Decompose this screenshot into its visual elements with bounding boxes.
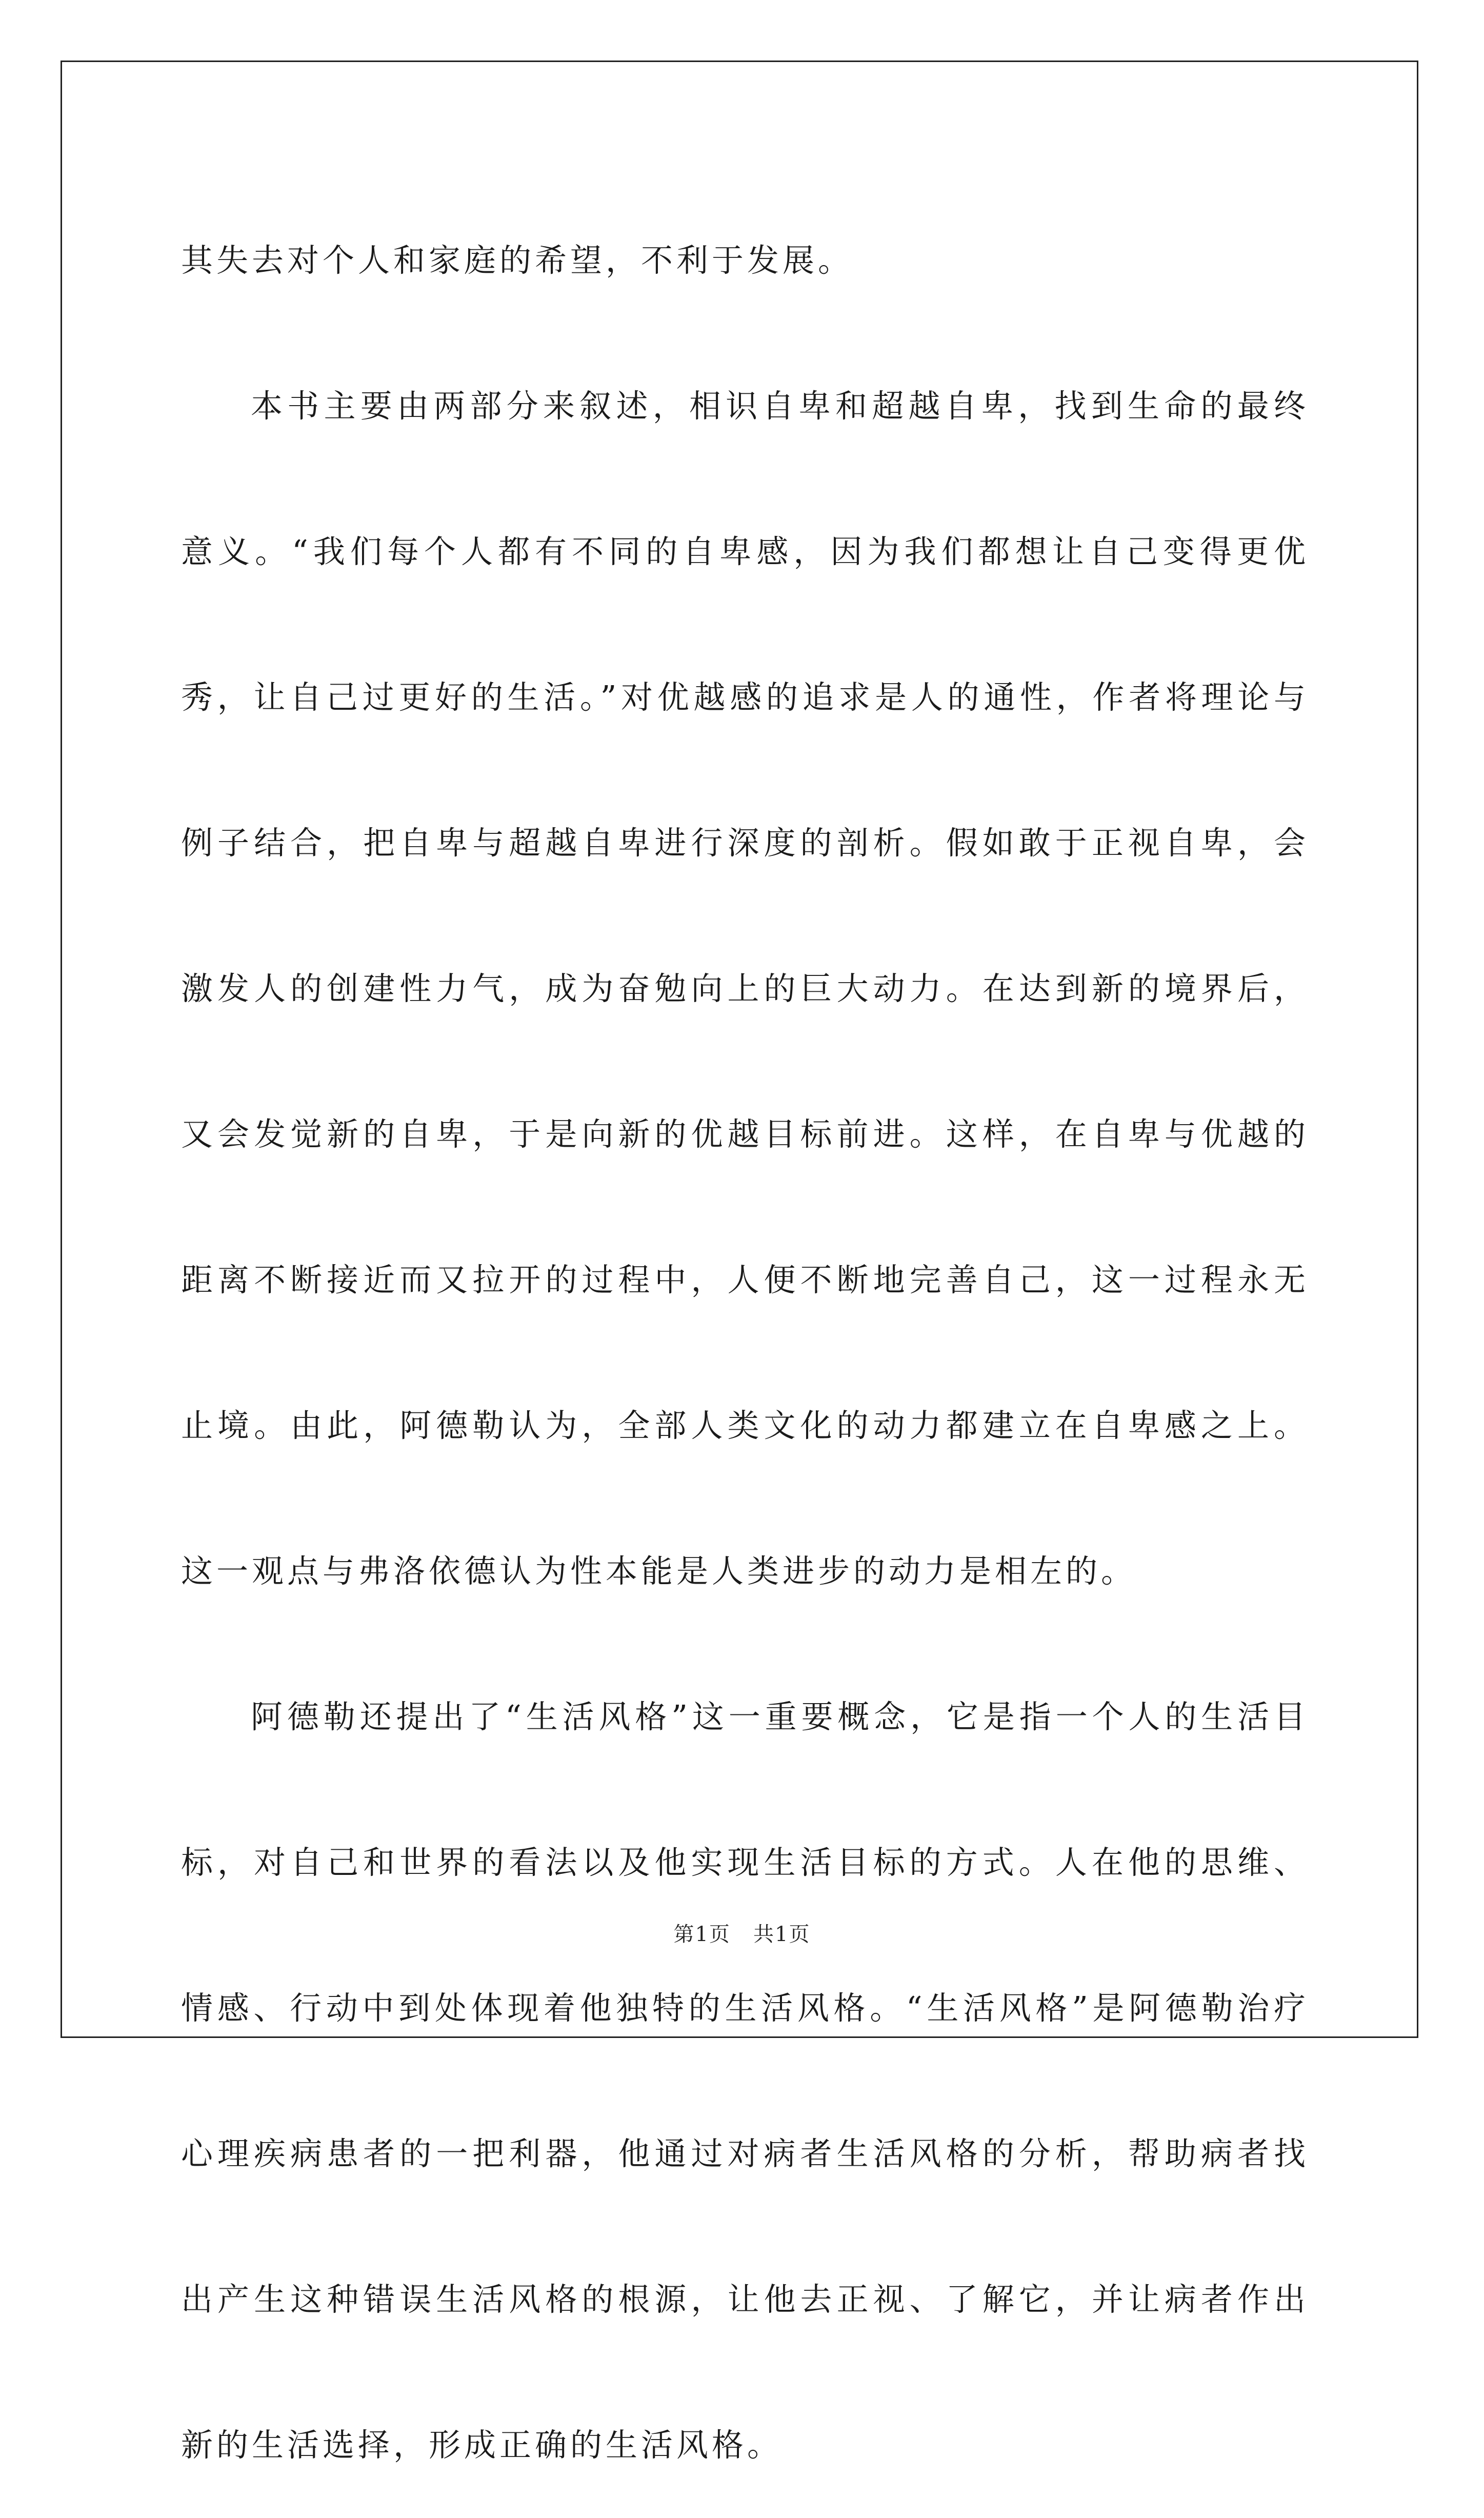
paragraph-2: 本书主要由两部分来叙述，相识自卑和超越自卑，找到生命的最终意义。“我们每个人都有不同的自卑感，因为我们都想让自己变得更优秀，让自己过更好的生活。”对优越感的追求是人的通性，作者将理论与例子结合，把自卑与超越自卑进行深度的剖析。假如敢于正视自卑，会激发人的创建性力气，成为奋勉向上的巨大动力。在达到新的境界后，又会发觉新的自卑，于是向新的优越目标前进。这样，在自卑与优越的距离不断接近而又拉开的过程中，人便不断地完善自己，这一过程永无止境。由此，阿德勒认为，全部人类文化的动力都建立在自卑感之上。这一观点与弗洛依德认为性本能是人类进步的动力是相左的。 [181,387,1309,1590]
paragraph-1: 其失去对个人和家庭的希望，不利于发展。 [181,242,854,279]
page-number-footer: 第1页 共1页 [673,1923,811,1946]
document-body [181,188,1309,2518]
paragraph-3: 阿德勒还提出了“生活风格”这一重要概念，它是指一个人的生活目标，对自己和世界的看法以及他实现生活目标的方式。人在他的思维、情感、行动中到处体现着他独特的生活风格。“生活风格”是阿德勒治疗心理疾病患者的一把利器，他通过对病者生活风格的分析，帮助病者找出产生这种错误生活风格的根源，让他去正视、了解它，并让病者作出新的生活选择，形成正确的生活风格。 [181,1698,1309,2464]
